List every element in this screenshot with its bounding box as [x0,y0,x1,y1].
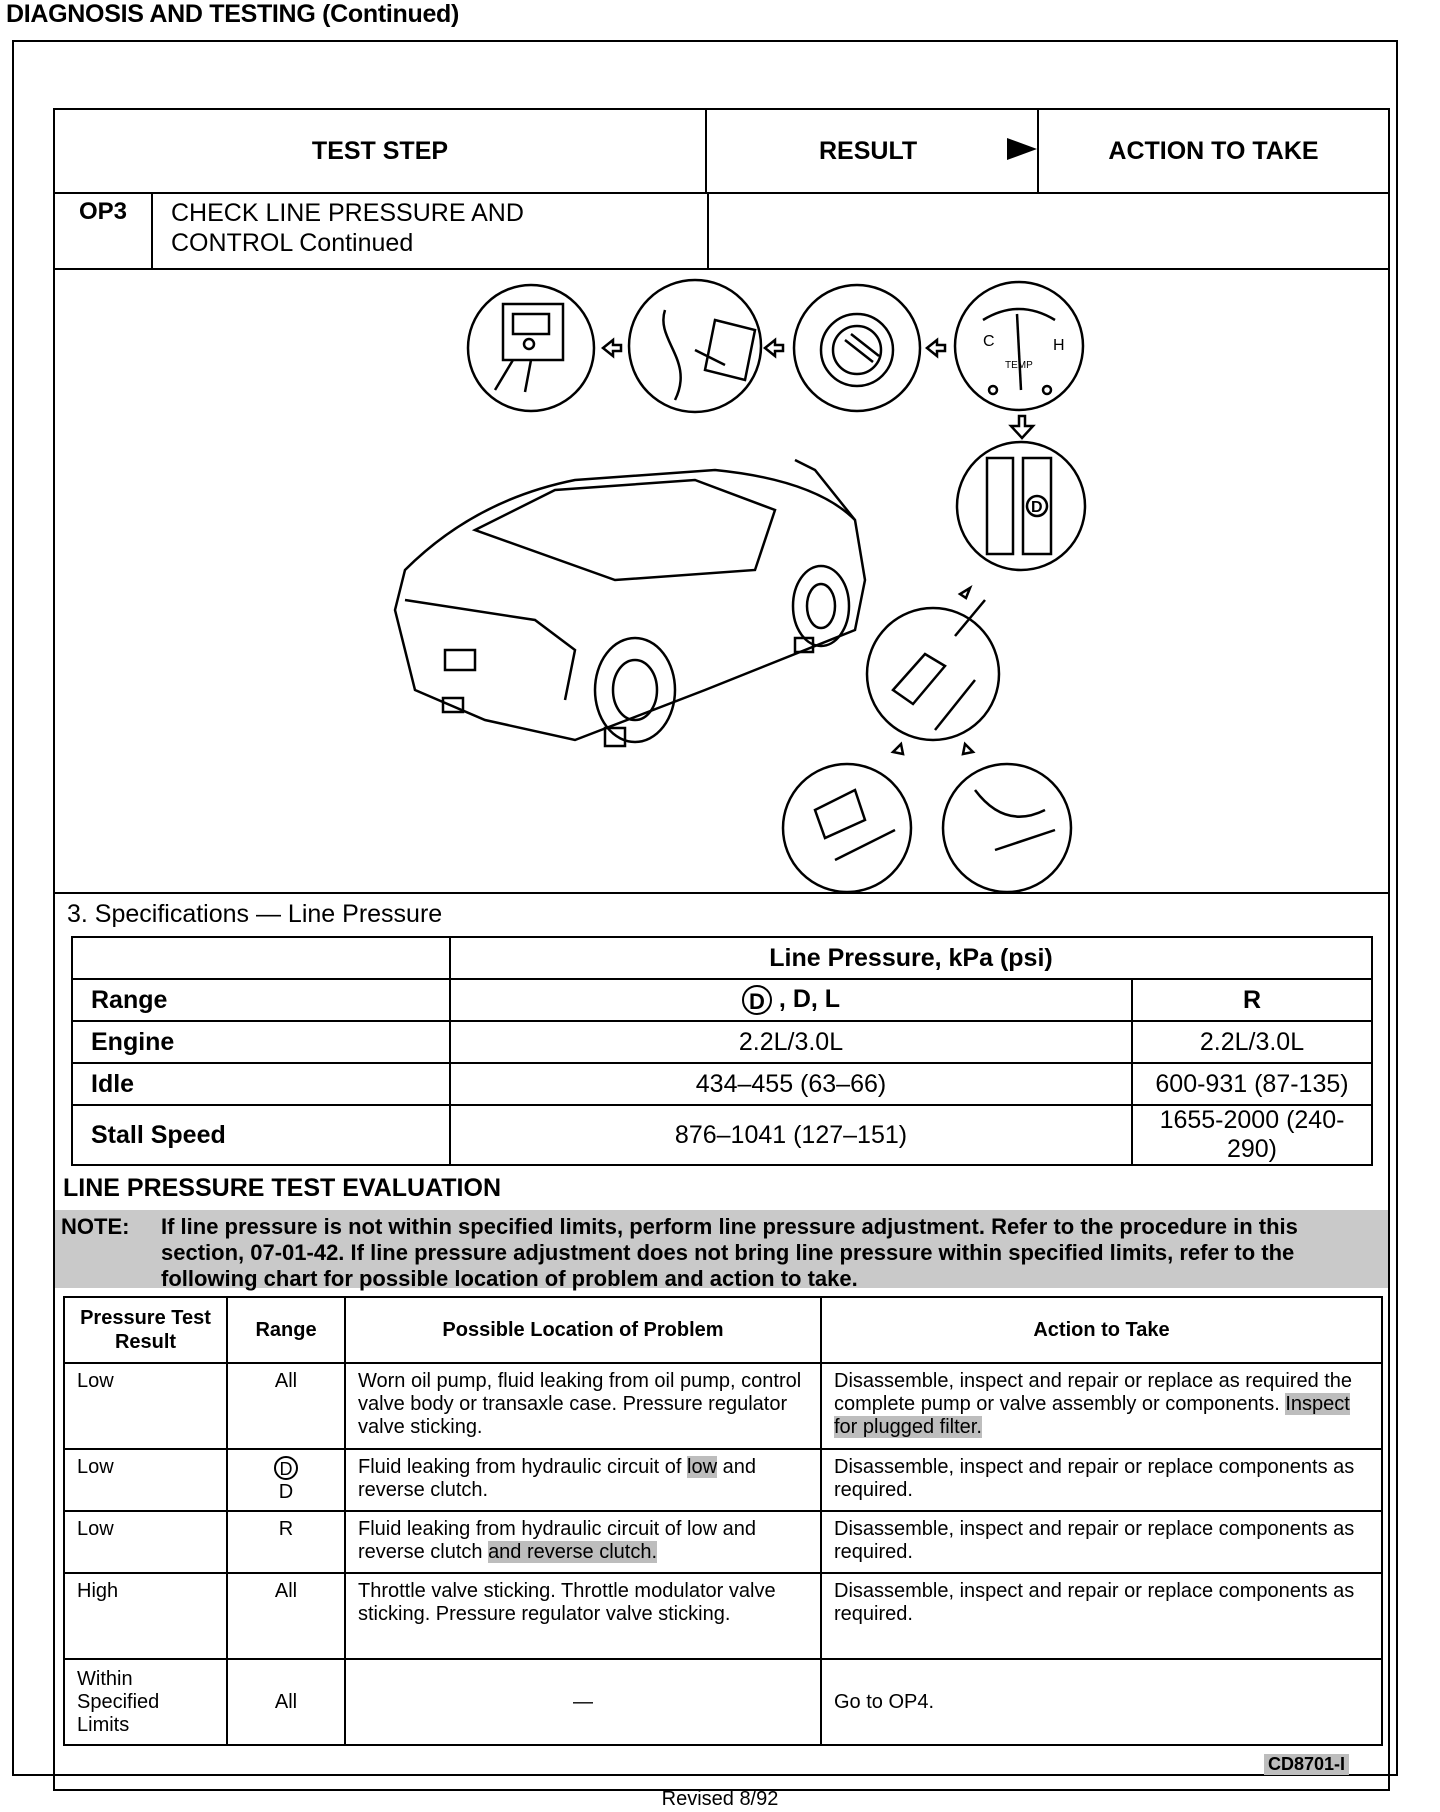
spec-range-drive [450,979,1132,1021]
problem-cell: Throttle valve sticking. Throttle modulator valve sticking. Pressure regulator valve sticking. [345,1573,821,1659]
specifications-table [71,936,1373,1166]
action-cell: Go to OP4. [821,1659,1382,1745]
action-cell [821,1363,1382,1449]
test-step-table [53,108,1390,1791]
action-cell: Disassemble, inspect and repair or replace components as required. [821,1511,1382,1573]
pedal-press-icon [783,764,911,892]
header-result [707,110,1039,194]
problem-cell: Worn oil pump, fluid leaking from oil pump, control valve body or transaxle case. Pressure regulator valve sticking. [345,1363,821,1449]
header-action: ACTION TO TAKE [1039,110,1388,194]
problem-text: Fluid leaking from hydraulic circuit of [358,1456,682,1478]
pedal-release-icon [943,764,1071,892]
col-header-result: Pressure Test Result [64,1297,227,1363]
evaluation-table [63,1296,1383,1746]
range-cell: All [227,1573,345,1659]
table-row [64,1573,1382,1659]
action-highlight: Inspect for plugged filter. [834,1393,1350,1438]
step-title [171,198,691,258]
footer-revised: Revised 8/92 [661,1788,779,1810]
arrow-right-icon [1007,138,1037,160]
step-title-line2: CONTROL Continued [171,229,414,257]
problem-highlight: and reverse clutch. [488,1541,658,1563]
table-row [64,1659,1382,1745]
shift-d-label: D [1031,499,1043,516]
result-cell: Within Specified Limits [64,1659,227,1745]
spec-range-drive-text: , D, L [778,984,841,1013]
spec-group-header: Line Pressure, kPa (psi) [450,937,1372,979]
problem-highlight: low [687,1456,718,1478]
result-cell: High [64,1573,227,1659]
note-box [55,1210,1388,1291]
problem-cell: — [345,1659,821,1745]
figure-code: CD8701-I [1264,1754,1349,1775]
spec-cell: 2.2L/3.0L [1132,1021,1372,1063]
result-cell: Low [64,1363,227,1449]
hose-connection-icon [629,280,761,412]
table-row [64,1449,1382,1511]
col-header-range: Range [227,1297,345,1363]
note-text: If line pressure is not within specified limits, perform line pressure adjustment. Refer to the procedure in this section, 07-01-42. If line pressure adjustment does not bring line pressure within specified limits, refer to the following chart for possible location of problem and action to take. [161,1214,1298,1291]
procedure-illustration [55,270,1388,894]
action-text: Disassemble, inspect and repair or replace as required the complete pump or valve assembly or components. [834,1370,1353,1415]
action-cell: Disassemble, inspect and repair or replace components as required. [821,1449,1382,1511]
illustration-svg [55,270,1388,892]
result-cell: Low [64,1511,227,1573]
gauge-label-h: H [1053,337,1065,354]
specifications-title: 3. Specifications — Line Pressure [67,900,443,928]
spec-cell: 434–455 (63–66) [450,1063,1132,1105]
pressure-gauge-icon [468,285,594,411]
spec-cell: 876–1041 (127–151) [450,1105,1132,1165]
col-header-problem: Possible Location of Problem [345,1297,821,1363]
evaluation-title: LINE PRESSURE TEST EVALUATION [63,1174,502,1202]
step-title-line1: CHECK LINE PRESSURE AND [171,199,524,227]
problem-tail: and reverse clutch. [358,1456,756,1501]
step-id: OP3 [55,194,153,268]
spec-row-label: Range [72,979,450,1021]
car-on-stands-illustration [395,460,865,746]
spec-row-label: Engine [72,1021,450,1063]
circled-d-icon: D [274,1456,298,1480]
result-cell: Low [64,1449,227,1511]
shift-selector-icon [957,442,1085,570]
col-header-action: Action to Take [821,1297,1382,1363]
step-divider [707,194,709,268]
note-label: NOTE: [61,1214,130,1239]
header-test-step: TEST STEP [55,110,707,194]
range-cell [227,1449,345,1511]
brake-throttle-pedal-icon [867,600,999,740]
action-cell: Disassemble, inspect and repair or replace components as required. [821,1573,1382,1659]
spec-range-reverse: R [1132,979,1372,1021]
spec-row-label: Idle [72,1063,450,1105]
range-cell: All [227,1363,345,1449]
step-row [55,194,1388,270]
problem-cell [345,1449,821,1511]
spec-row-label: Stall Speed [72,1105,450,1165]
problem-text: Fluid leaking from hydraulic circuit of low and reverse clutch [358,1518,756,1563]
page-title: DIAGNOSIS AND TESTING (Continued) [6,0,460,28]
circled-d-icon: D [742,985,772,1015]
ignition-key-icon [794,285,920,411]
range-cell: R [227,1511,345,1573]
spec-cell: 2.2L/3.0L [450,1021,1132,1063]
spec-cell: 1655-2000 (240-290) [1132,1105,1372,1165]
table-row [64,1511,1382,1573]
table-row [64,1363,1382,1449]
range-d-text: D [278,1481,294,1503]
spec-corner-cell [72,937,450,979]
spec-cell: 600-931 (87-135) [1132,1063,1372,1105]
gauge-label-temp: TEMP [1005,360,1033,371]
range-cell: All [227,1659,345,1745]
problem-cell [345,1511,821,1573]
gauge-label-c: C [983,333,995,350]
header-result-label: RESULT [819,136,918,165]
